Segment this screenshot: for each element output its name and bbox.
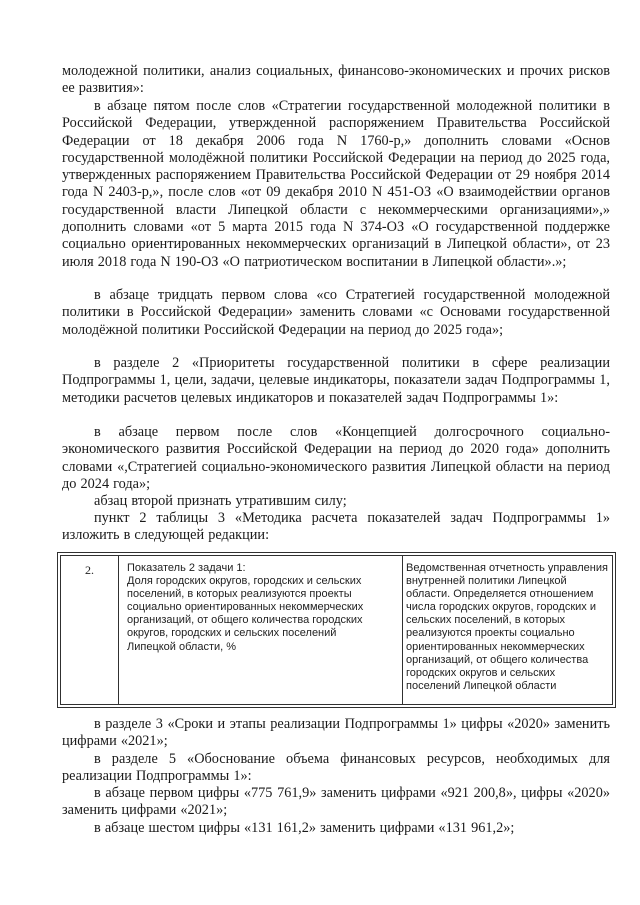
paragraph-5: в абзаце первом после слов «Концепцией долгосрочного социально-экономического развития Российской Федерации на период до 2020 года» дополнить словами «,Стратегией социально-экономического развития Липецкой области на период до 2024 года»; bbox=[62, 424, 610, 492]
method-line: числа городских округов, городских и bbox=[406, 601, 597, 614]
method-line: Ведомственная отчетность управления bbox=[406, 562, 608, 574]
table-cell-number: 2. bbox=[61, 556, 119, 704]
replacement-table bbox=[57, 552, 616, 708]
paragraph-3: в абзаце тридцать первом слова «со Стратегией государственной молодежной политики в Российской Федерации» заменить словами «с Основами государственной молодёжной политики Российской Федерации на период до 2025 года»; bbox=[62, 287, 610, 338]
paragraph-9: в разделе 5 «Обоснование объема финансовых ресурсов, необходимых для реализации Подпрограммы 1»: bbox=[62, 751, 610, 785]
method-line: области. Определяется отношением bbox=[406, 588, 594, 601]
indicator-line: Липецкой области, % bbox=[127, 640, 237, 653]
indicator-line: поселений, в которых реализуются проекты bbox=[127, 588, 352, 601]
indicator-line: социально ориентированных некоммерческих bbox=[127, 601, 364, 614]
indicator-line: Показатель 2 задачи 1: bbox=[127, 562, 246, 574]
table-cell-indicator bbox=[119, 556, 403, 704]
indicator-line: организаций, от общего количества городских bbox=[127, 614, 363, 627]
method-line: организаций, от общего количества bbox=[406, 653, 589, 666]
table-row bbox=[60, 555, 613, 705]
method-line: городских округов и сельских bbox=[406, 666, 556, 679]
paragraph-4: в разделе 2 «Приоритеты государственной политики в сфере реализации Подпрограммы 1, цели, задачи, целевые индикаторы, показатели задач Подпрограммы 1, методики расчетов целевых индикаторов и показателей задач Подпрограммы 1»: bbox=[62, 355, 610, 406]
table-cell-method bbox=[403, 556, 612, 704]
method-line: сельских поселений, в которых bbox=[406, 614, 566, 627]
paragraph-1: молодежной политики, анализ социальных, финансово-экономических и прочих рисков ее развития»: bbox=[62, 63, 610, 97]
method-line: ориентированных некоммерческих bbox=[406, 640, 585, 653]
paragraph-8: в разделе 3 «Сроки и этапы реализации Подпрограммы 1» цифры «2020» заменить цифрами «2021»; bbox=[62, 716, 610, 750]
indicator-line: округов, городских и сельских поселений bbox=[127, 627, 337, 640]
indicator-line: Доля городских округов, городских и сельских bbox=[127, 575, 362, 588]
method-line: реализуются проекты социально bbox=[406, 627, 575, 640]
method-line: внутренней политики Липецкой bbox=[406, 575, 567, 588]
paragraph-6: абзац второй признать утратившим силу; bbox=[94, 493, 347, 509]
paragraph-10: в абзаце первом цифры «775 761,9» заменить цифрами «921 200,8», цифры «2020» заменить цифрами «2021»; bbox=[62, 785, 610, 819]
paragraph-11: в абзаце шестом цифры «131 161,2» заменить цифрами «131 961,2»; bbox=[94, 820, 515, 836]
paragraph-2: в абзаце пятом после слов «Стратегии государственной молодежной политики в Российской Федерации, утвержденной распоряжением Правительства Российской Федерации от 18 декабря 2006 года N 1760-р,» дополнить словами «Основ государственной молодёжной политики Российской Федерации на период до 2025 года, утвержденных распоряжением Правительства Российской Федерации от 29 ноября 2014 года N 2403-р,», после слов «от 09 декабря 2010 N 451-ОЗ «О взаимодействии органов государственной власти Липецкой области с некоммерческими организациями»,» дополнить словами «от 5 марта 2015 года N 374-ОЗ «О государственной поддержке социально ориентированных некоммерческих организаций в Липецкой области», от 23 июля 2018 года N 190-ОЗ «О патриотическом воспитании в Липецкой области».»; bbox=[62, 98, 610, 270]
method-line: поселений Липецкой области bbox=[406, 679, 557, 692]
paragraph-7: пункт 2 таблицы 3 «Методика расчета показателей задач Подпрограммы 1» изложить в следующей редакции: bbox=[62, 510, 610, 544]
